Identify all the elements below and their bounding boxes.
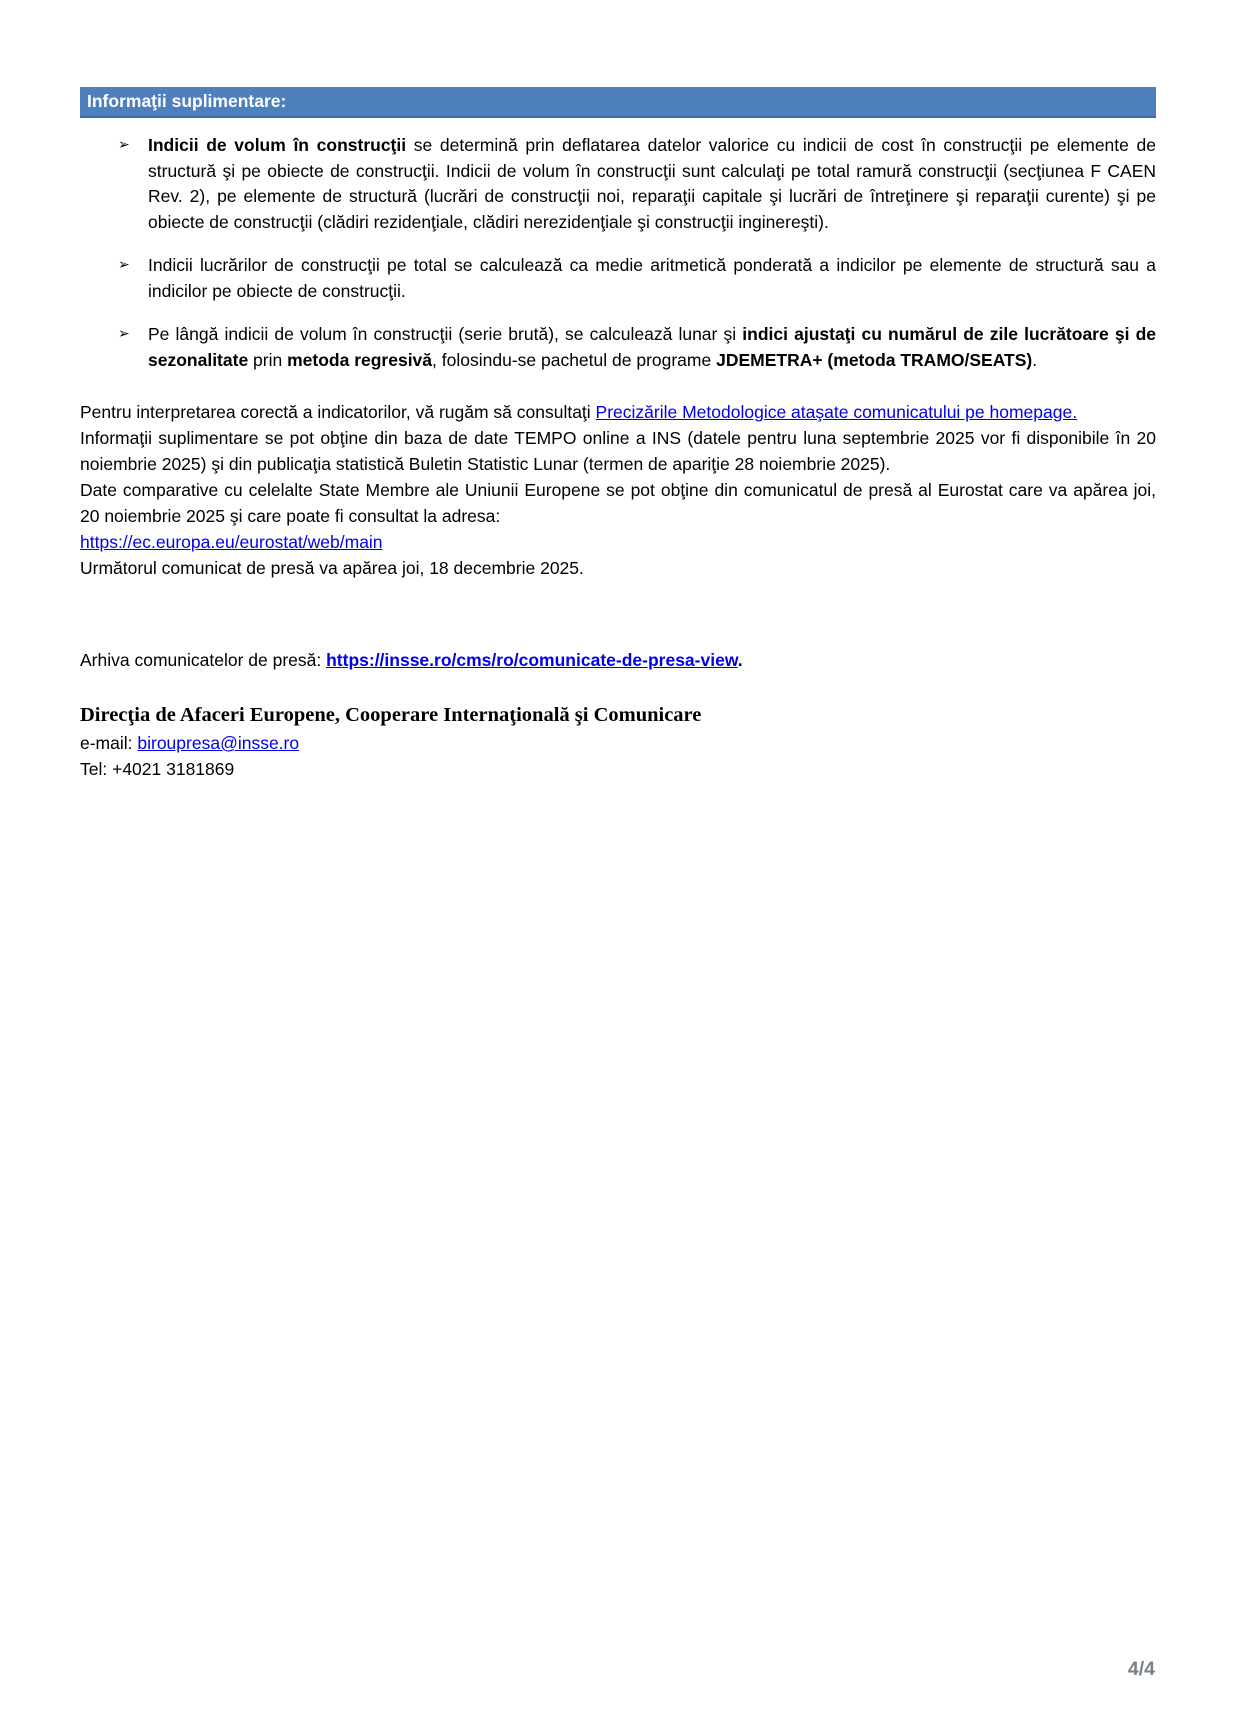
text-run: Indicii de volum în construcţii — [148, 135, 407, 155]
text-run: se determină prin deflatarea datelor valorice cu indicii de cost în construcţii pe elemente de structură şi pe obiecte de construcţii. Indicii de volum în construcţii sunt calculaţi pe total ramură construcţii (secţiunea F CAEN Rev. 2), pe elemente de structură (lucrări de construcţii noi, reparaţii capitale şi lucrări de întreţinere şi reparaţii curente) şi pe obiecte de construcţii (clădiri rezidenţiale, clădiri nerezidenţiale şi construcţii inginereşti). — [148, 135, 1156, 232]
paragraph-eurostat — [80, 477, 1156, 555]
eurostat-link[interactable]: https://ec.europa.eu/eurostat/web/main — [80, 532, 383, 552]
text-run: Arhiva comunicatelor de presă: — [80, 650, 327, 670]
page-number: 4/4 — [1127, 1658, 1155, 1680]
paragraph-next-release — [80, 555, 1156, 581]
text-run: Informaţii suplimentare se pot obţine din baza de date TEMPO online a INS (datele pentru luna septembrie 2025 vor fi disponibile în 20 noiembrie 2025) şi din publicaţia statistică Buletin Statistic Lunar (termen de apariţie 28 noiembrie 2025). — [80, 428, 1156, 474]
text-run: e-mail: — [80, 733, 138, 753]
text-run: metoda regresivă — [287, 349, 433, 370]
text-run: Pentru interpretarea corectă a indicatorilor, vă rugăm să consultaţi — [80, 402, 596, 422]
text-run: . — [737, 650, 743, 670]
department-heading: Direcţia de Afaceri Europene, Cooperare Internaţională şi Comunicare — [80, 704, 702, 726]
press-release-archive-link[interactable]: https://insse.ro/cms/ro/comunicate-de-presa-view — [326, 650, 738, 670]
paragraph-methodological-notes — [80, 399, 1156, 425]
text-run: JDEMETRA+ (metoda TRAMO/SEATS) — [716, 349, 1033, 370]
section-header-bar — [80, 87, 1156, 118]
list-item — [80, 133, 1156, 235]
section-title: Informaţii suplimentare: — [87, 91, 287, 111]
text-run: Indicii lucrărilor de construcţii pe total se calculează ca medie aritmetică ponderată a indicilor pe elemente de structură sau a indicilor pe obiecte de construcţii. — [148, 255, 1156, 301]
page-content — [80, 87, 1156, 782]
bullet-arrow-icon: ➢ — [118, 325, 130, 341]
text-run: , folosindu-se pachetul de programe — [432, 349, 717, 370]
text-run: . — [1032, 349, 1038, 370]
press-office-email-link[interactable]: biroupresa@insse.ro — [137, 733, 300, 753]
bullet-arrow-icon: ➢ — [118, 136, 130, 152]
paragraph-tempo-database — [80, 425, 1156, 477]
phone-line: Tel: +4021 3181869 — [80, 759, 235, 779]
methodological-notes-link[interactable]: Precizările Metodologice ataşate comunicatului pe homepage. — [595, 402, 1078, 422]
archive-line — [80, 647, 1156, 673]
bullet-arrow-icon: ➢ — [118, 256, 130, 272]
text-run: Date comparative cu celelalte State Membre ale Uniunii Europene se pot obţine din comunicatul de presă al Eurostat care va apărea joi, 20 noiembrie 2025 şi care poate fi consultat la adresa: — [80, 480, 1156, 526]
email-line — [80, 730, 1156, 756]
text-run: Pe lângă indicii de volum în construcţii (serie brută), se calculează lunar şi — [148, 324, 743, 344]
bullet-text — [148, 133, 1156, 235]
bullet-text — [148, 253, 1156, 304]
list-item — [80, 322, 1156, 373]
list-item — [80, 253, 1156, 304]
text-run: prin — [248, 349, 288, 370]
bullet-list — [80, 133, 1156, 373]
bullet-text — [148, 322, 1156, 373]
info-paragraphs — [80, 399, 1156, 581]
text-run: indici ajustaţi cu numărul de zile lucrătoare şi de sezonalitate — [148, 324, 1156, 370]
text-run: Următorul comunicat de presă va apărea joi, 18 decembrie 2025. — [80, 558, 584, 578]
